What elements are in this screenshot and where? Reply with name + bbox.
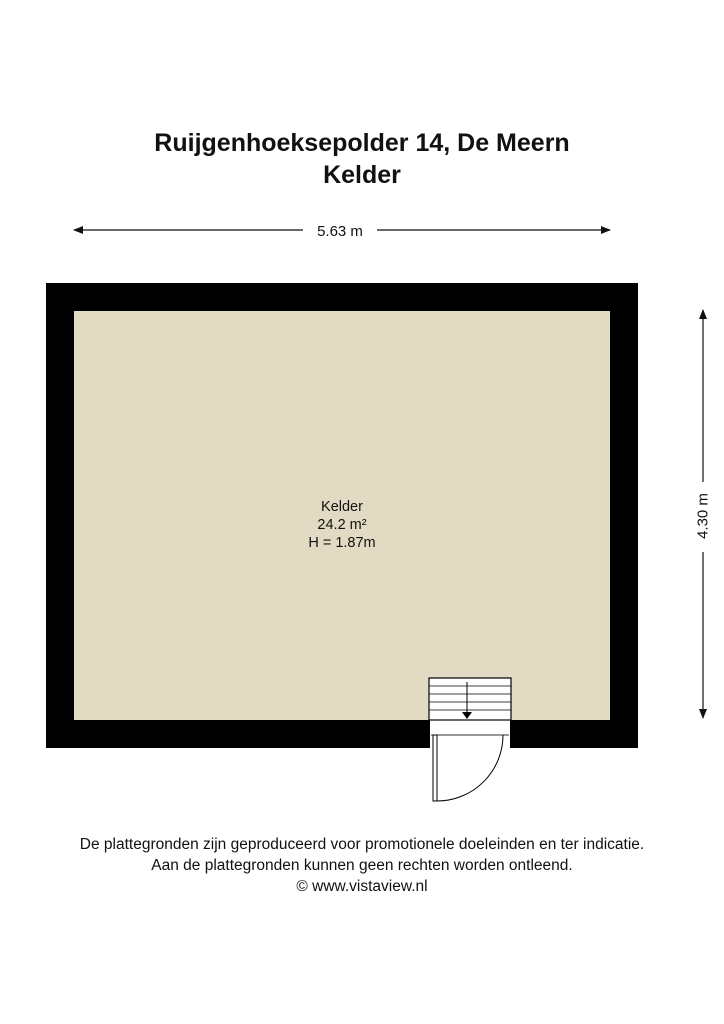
width-dimension — [74, 223, 610, 240]
door-leaf — [433, 735, 437, 801]
staircase-icon — [429, 678, 511, 720]
floor-title: Kelder — [323, 161, 401, 189]
room-height: H = 1.87m — [308, 535, 376, 551]
door-opening — [429, 720, 511, 748]
depth-dimension — [695, 310, 712, 718]
width-dimension-label: 5.63 m — [317, 223, 363, 240]
room-floor — [74, 311, 610, 720]
disclaimer-line-1: De plattegronden zijn geproduceerd voor promotionele doeleinden en ter indicatie. — [79, 836, 645, 853]
depth-dimension-label: 4.30 m — [694, 493, 712, 539]
address-title: Ruijgenhoeksepolder 14, De Meern — [154, 129, 570, 157]
copyright-line: © www.vistaview.nl — [296, 878, 428, 895]
room-area: 24.2 m² — [317, 517, 367, 533]
disclaimer-line-2: Aan de plattegronden kunnen geen rechten worden ontleend. — [151, 857, 573, 874]
room-name: Kelder — [321, 499, 363, 515]
